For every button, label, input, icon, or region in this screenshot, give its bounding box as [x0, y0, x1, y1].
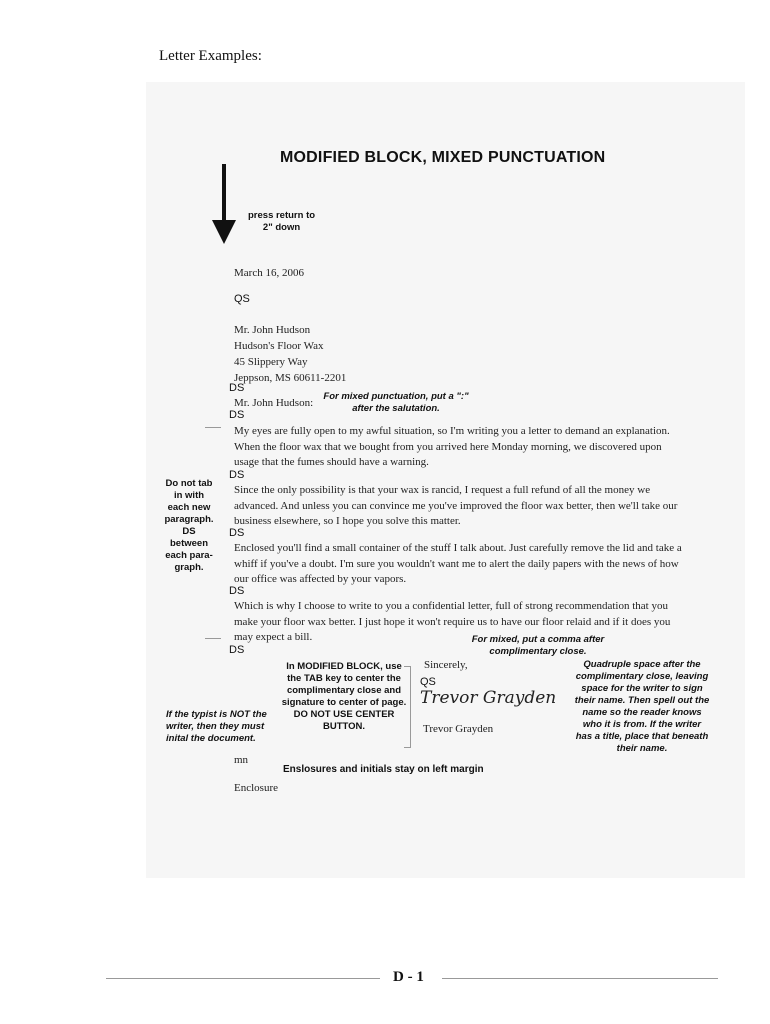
down-arrow-icon: [209, 162, 239, 246]
ds-marker: DS: [229, 409, 245, 421]
ds-marker: DS: [229, 382, 245, 394]
paragraph-2: Since the only possibility is that your wax is rancid, I request a full refund of all the money we advanced. And unless you can convince me you've improved the floor wax better, then we'll take our business elsewhere, so I hope you solve this matter.: [234, 484, 678, 528]
paragraph-1: My eyes are fully open to my awful situation, so I'm writing you a letter to demand an explanation. When the floor wax that we bought from you arrived here Monday morning, we discovered upon usage that the fumes should have a warning.: [234, 425, 670, 469]
page-number: D - 1: [393, 969, 424, 985]
left-margin-note: Do not tab in with each new paragraph. DS between each para- graph.: [164, 478, 214, 573]
ds-marker: DS: [229, 644, 245, 656]
ds-marker: DS: [229, 527, 245, 539]
tab-note: In MODIFIED BLOCK, use the TAB key to center the complimentary close and signature to center of page. DO NOT USE CENTER BUTTON.: [281, 661, 407, 732]
ds-marker: DS: [229, 469, 245, 481]
quadruple-space-note: Quadruple space after the complimentary close, leaving space for the writer to sign their name. Then spell out the name so the reader knows who it is from. If the writer has a title, place that beneath their name.: [574, 659, 710, 754]
paragraph-3: Enclosed you'll find a small container of the stuff I talk about. Just carefully remove the lid and take a whiff if you've a doubt. I'm sure you wouldn't want me to alert the daily papers with the news of how our office was affected by your vapors.: [234, 542, 682, 586]
inside-address: Mr. John Hudson Hudson's Floor Wax 45 Slippery Way Jeppson, MS 60611-2201: [234, 324, 347, 384]
salutation-note: For mixed punctuation, put a ":" after the salutation.: [323, 391, 469, 414]
bracket-line: [404, 666, 411, 748]
enclosures-note: Enslosures and initials stay on left margin: [283, 764, 484, 775]
typist-initials: mn: [234, 754, 249, 766]
signer-name: Trevor Grayden: [423, 723, 494, 735]
enclosure-notation: Enclosure: [234, 782, 278, 794]
typist-note: If the typist is NOT the writer, then they must inital the document.: [166, 709, 267, 744]
example-title: MODIFIED BLOCK, MIXED PUNCTUATION: [280, 149, 606, 166]
letter-date: March 16, 2006: [234, 267, 304, 279]
complimentary-close: Sincerely,: [424, 659, 468, 671]
paragraph-4: Which is why I choose to write to you a confidential letter, full of strong recommendation that you make your floor wax better. I just hope it won't require us to have our floor relaid and if it does you may expect a bill.: [234, 600, 671, 644]
press-return-note: press return to 2" down: [248, 210, 316, 233]
footer-rule-left: [106, 978, 380, 979]
margin-tick: [205, 638, 221, 639]
margin-tick: [205, 427, 221, 428]
salutation: Mr. John Hudson:: [234, 397, 314, 409]
footer-rule-right: [442, 978, 718, 979]
signature: Trevor Grayden: [420, 688, 557, 708]
qs-marker: QS: [420, 676, 436, 688]
page-header: Letter Examples:: [159, 48, 262, 64]
ds-marker: DS: [229, 585, 245, 597]
qs-marker: QS: [234, 293, 250, 305]
comma-note: For mixed, put a comma after complimentary close.: [471, 634, 605, 657]
